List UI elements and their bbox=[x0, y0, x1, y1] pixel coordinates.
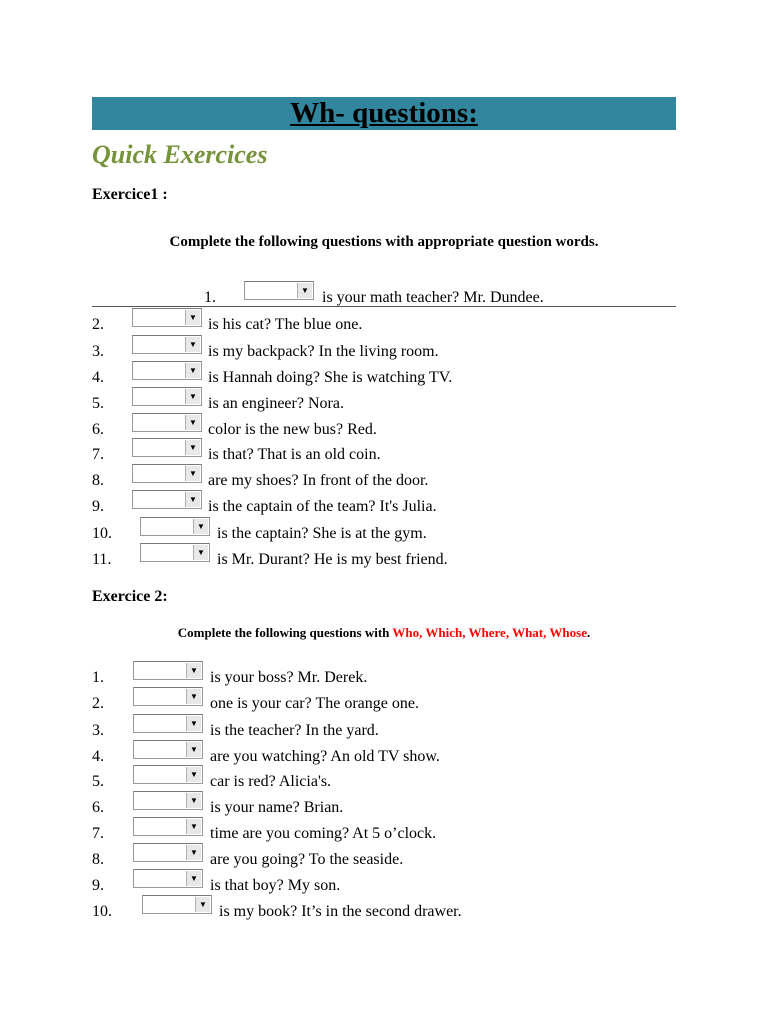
item-number: 10. bbox=[92, 525, 112, 542]
answer-dropdown[interactable] bbox=[132, 490, 202, 509]
question-text: is the captain? She is at the gym. bbox=[217, 525, 427, 542]
chevron-down-icon: ▼ bbox=[186, 689, 201, 704]
chevron-down-icon: ▼ bbox=[185, 389, 200, 404]
answer-dropdown[interactable] bbox=[133, 765, 203, 784]
item-number: 6. bbox=[92, 799, 104, 816]
item-number: 7. bbox=[92, 825, 104, 842]
question-text: one is your car? The orange one. bbox=[210, 695, 419, 712]
item-number: 3. bbox=[92, 343, 104, 360]
chevron-down-icon: ▼ bbox=[186, 767, 201, 782]
exercise1-instruction: Complete the following questions with appropriate question words. bbox=[169, 234, 599, 250]
question-text: is that? That is an old coin. bbox=[208, 446, 381, 463]
item-number: 2. bbox=[92, 695, 104, 712]
answer-dropdown[interactable] bbox=[133, 817, 203, 836]
item-number: 4. bbox=[92, 748, 104, 765]
answer-dropdown[interactable] bbox=[142, 895, 212, 914]
answer-dropdown[interactable] bbox=[132, 438, 202, 457]
item-number: 9. bbox=[92, 877, 104, 894]
question-text: is his cat? The blue one. bbox=[208, 316, 363, 333]
answer-dropdown[interactable] bbox=[133, 714, 203, 733]
chevron-down-icon: ▼ bbox=[186, 845, 201, 860]
item-number: 5. bbox=[92, 395, 104, 412]
chevron-down-icon: ▼ bbox=[186, 742, 201, 757]
item-number: 6. bbox=[92, 421, 104, 438]
question-text: is the captain of the team? It's Julia. bbox=[208, 498, 437, 515]
list-item bbox=[92, 692, 676, 716]
chevron-down-icon: ▼ bbox=[185, 363, 200, 378]
item-number: 10. bbox=[92, 903, 112, 920]
question-text: color is the new bus? Red. bbox=[208, 421, 377, 438]
chevron-down-icon: ▼ bbox=[186, 871, 201, 886]
answer-dropdown[interactable] bbox=[133, 869, 203, 888]
answer-dropdown[interactable] bbox=[140, 517, 210, 536]
question-text: is my backpack? In the living room. bbox=[208, 343, 439, 360]
chevron-down-icon: ▼ bbox=[185, 492, 200, 507]
answer-dropdown[interactable] bbox=[132, 335, 202, 354]
answer-dropdown[interactable] bbox=[244, 281, 314, 300]
item-number: 2. bbox=[92, 316, 104, 333]
title-banner bbox=[92, 97, 676, 130]
exercise2-instruction bbox=[0, 625, 768, 641]
exercise2-heading: Exercice 2: bbox=[92, 588, 168, 605]
list-item bbox=[92, 548, 676, 572]
question-text: are you watching? An old TV show. bbox=[210, 748, 440, 765]
exercise1-heading: Exercice1 : bbox=[92, 186, 168, 203]
chevron-down-icon: ▼ bbox=[185, 310, 200, 325]
item-number: 1. bbox=[204, 289, 216, 306]
answer-dropdown[interactable] bbox=[132, 387, 202, 406]
chevron-down-icon: ▼ bbox=[186, 793, 201, 808]
page-title: Wh- questions: bbox=[290, 97, 478, 129]
answer-dropdown[interactable] bbox=[133, 687, 203, 706]
instruction-prefix: Complete the following questions with bbox=[177, 625, 393, 640]
question-text: time are you coming? At 5 o’clock. bbox=[210, 825, 437, 842]
answer-dropdown[interactable] bbox=[132, 413, 202, 432]
chevron-down-icon: ▼ bbox=[297, 283, 312, 298]
question-text: is the teacher? In the yard. bbox=[210, 722, 379, 739]
chevron-down-icon: ▼ bbox=[186, 819, 201, 834]
subtitle: Quick Exercices bbox=[92, 140, 268, 169]
chevron-down-icon: ▼ bbox=[186, 716, 201, 731]
question-text: is Hannah doing? She is watching TV. bbox=[208, 369, 453, 386]
answer-dropdown[interactable] bbox=[133, 661, 203, 680]
chevron-down-icon: ▼ bbox=[185, 337, 200, 352]
item-number: 11. bbox=[92, 551, 112, 568]
chevron-down-icon: ▼ bbox=[193, 545, 208, 560]
answer-dropdown[interactable] bbox=[133, 843, 203, 862]
question-text: are my shoes? In front of the door. bbox=[208, 472, 429, 489]
list-item bbox=[92, 313, 676, 337]
item-number: 4. bbox=[92, 369, 104, 386]
question-text: is Mr. Durant? He is my best friend. bbox=[217, 551, 448, 568]
question-text: are you going? To the seaside. bbox=[210, 851, 404, 868]
chevron-down-icon: ▼ bbox=[185, 415, 200, 430]
question-text: is an engineer? Nora. bbox=[208, 395, 344, 412]
item-number: 5. bbox=[92, 773, 104, 790]
answer-dropdown[interactable] bbox=[132, 464, 202, 483]
question-text: is your name? Brian. bbox=[210, 799, 344, 816]
chevron-down-icon: ▼ bbox=[185, 440, 200, 455]
item-number: 3. bbox=[92, 722, 104, 739]
chevron-down-icon: ▼ bbox=[193, 519, 208, 534]
question-text: car is red? Alicia's. bbox=[210, 773, 332, 790]
answer-dropdown[interactable] bbox=[140, 543, 210, 562]
item-number: 9. bbox=[92, 498, 104, 515]
question-text: is that boy? My son. bbox=[210, 877, 341, 894]
item-number: 8. bbox=[92, 851, 104, 868]
item-number: 7. bbox=[92, 446, 104, 463]
chevron-down-icon: ▼ bbox=[185, 466, 200, 481]
list-item bbox=[92, 495, 676, 519]
answer-dropdown[interactable] bbox=[133, 740, 203, 759]
answer-dropdown[interactable] bbox=[133, 791, 203, 810]
answer-dropdown[interactable] bbox=[132, 308, 202, 327]
answer-dropdown[interactable] bbox=[132, 361, 202, 380]
chevron-down-icon: ▼ bbox=[195, 897, 210, 912]
chevron-down-icon: ▼ bbox=[186, 663, 201, 678]
list-item bbox=[92, 900, 676, 924]
question-text: is your boss? Mr. Derek. bbox=[210, 669, 368, 686]
instruction-suffix: . bbox=[586, 625, 591, 640]
question-text: is your math teacher? Mr. Dundee. bbox=[322, 289, 544, 306]
item-number: 8. bbox=[92, 472, 104, 489]
question-text: is my book? It’s in the second drawer. bbox=[219, 903, 462, 920]
question-words: Who, Which, Where, What, Whose bbox=[392, 625, 587, 640]
item-number: 1. bbox=[92, 669, 104, 686]
divider bbox=[92, 306, 676, 307]
